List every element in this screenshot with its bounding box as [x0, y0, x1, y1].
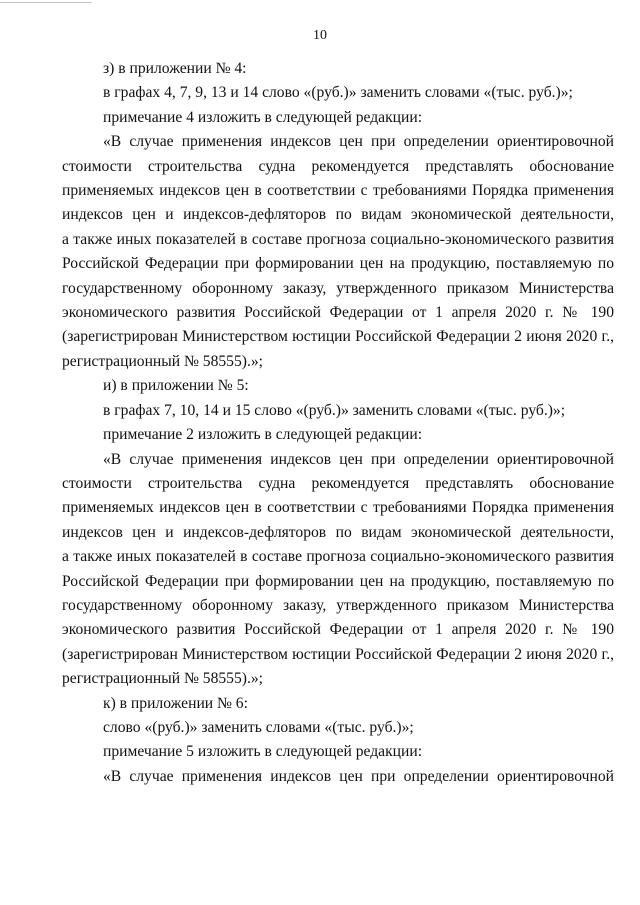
scan-edge-mark	[0, 2, 92, 3]
subitem-k-note-instruction: примечание 5 изложить в следующей редакции:	[103, 743, 423, 761]
quote-line: индексов цен и индексов-дефляторов по видам экономической деятельности,	[62, 206, 614, 224]
quote-line: «В случае применения индексов цен при определении ориентировочной	[103, 133, 614, 151]
subitem-i-heading: и) в приложении № 5:	[103, 377, 249, 395]
quote-line: стоимости строительства судна рекомендуется представлять обоснование	[62, 157, 614, 175]
quote-line: экономического развития Российской Федерации от 1 апреля 2020 г. № 190	[62, 304, 614, 322]
page-number: 10	[313, 28, 327, 43]
quote-line: «В случае применения индексов цен при определении ориентировочной	[103, 767, 614, 785]
quote-line: применяемых индексов цен в соответствии с требованиями Порядка применения	[62, 182, 614, 200]
quoted-note-annex-5	[62, 448, 614, 692]
quoted-note-annex-6	[62, 765, 614, 789]
quote-line: а также иных показателей в составе прогноза социально-экономического развития	[62, 230, 614, 248]
quote-line: Российской Федерации при формировании цен на продукцию, поставляемую по	[62, 572, 614, 590]
quote-line: «В случае применения индексов цен при определении ориентировочной	[103, 450, 614, 468]
quote-line: стоимости строительства судна рекомендуется представлять обоснование	[62, 474, 614, 492]
subitem-z-heading: з) в приложении № 4:	[103, 60, 247, 77]
quote-line: государственному оборонному заказу, утвержденного приказом Министерства	[62, 596, 614, 614]
subitem-k-word-instruction: слово «(руб.)» заменить словами «(тыс. руб.)»;	[103, 718, 414, 736]
subitem-z-note-instruction: примечание 4 изложить в следующей редакции:	[103, 108, 423, 126]
quote-line: Российской Федерации при формировании цен на продукцию, поставляемую по	[62, 255, 614, 273]
quoted-note-annex-4	[62, 130, 614, 374]
subitem-k-heading: к) в приложении № 6:	[103, 694, 248, 712]
subitem-i-note-instruction: примечание 2 изложить в следующей редакции:	[103, 426, 423, 444]
document-body	[62, 57, 614, 789]
quote-line: государственному оборонному заказу, утвержденного приказом Министерства	[62, 279, 614, 297]
quote-line: индексов цен и индексов-дефляторов по видам экономической деятельности,	[62, 523, 614, 541]
quote-line: а также иных показателей в составе прогноза социально-экономического развития	[62, 548, 614, 566]
quote-line: применяемых индексов цен в соответствии с требованиями Порядка применения	[62, 499, 614, 517]
quote-line: (зарегистрирован Министерством юстиции Российской Федерации 2 июня 2020 г.,	[62, 645, 614, 663]
quote-line: регистрационный № 58555).»;	[62, 670, 263, 688]
quote-line: (зарегистрирован Министерством юстиции Российской Федерации 2 июня 2020 г.,	[62, 328, 614, 346]
quote-line: экономического развития Российской Федерации от 1 апреля 2020 г. № 190	[62, 621, 614, 639]
subitem-i-columns-instruction: в графах 7, 10, 14 и 15 слово «(руб.)» заменить словами «(тыс. руб.)»;	[103, 401, 566, 419]
subitem-z-columns-instruction: в графах 4, 7, 9, 13 и 14 слово «(руб.)» заменить словами «(тыс. руб.)»;	[103, 84, 573, 102]
quote-line: регистрационный № 58555).»;	[62, 352, 263, 370]
